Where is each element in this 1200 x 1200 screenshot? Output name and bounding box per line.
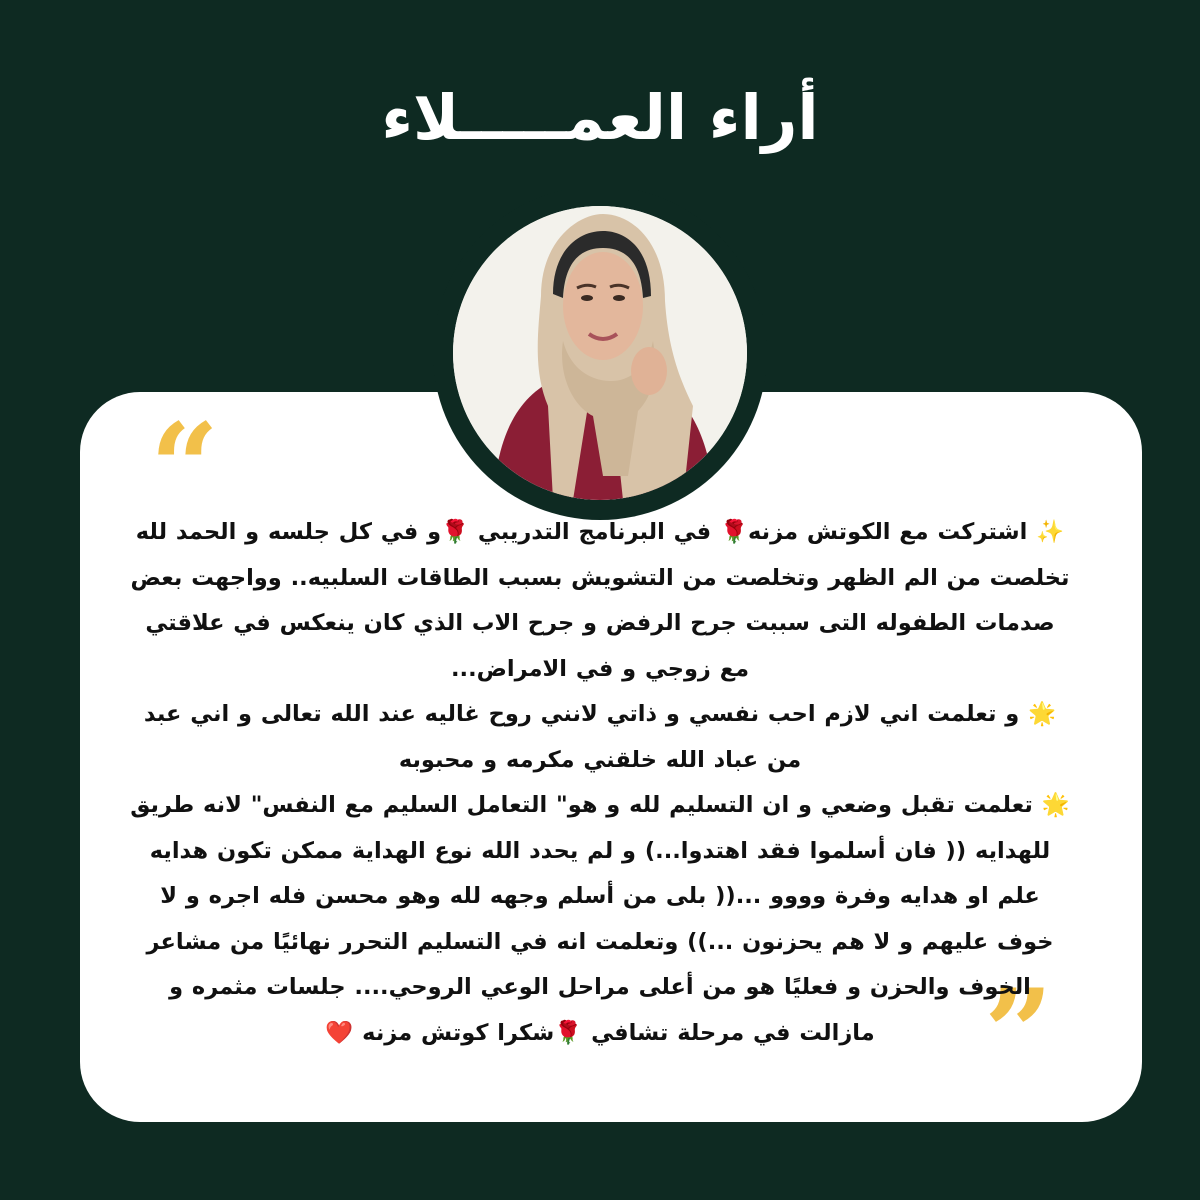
quote-close-icon: ” [984, 963, 1054, 1104]
avatar-photo [453, 206, 747, 500]
review-paragraph: 🌟 و تعلمت اني لازم احب نفسي و ذاتي لانني روح غاليه عند الله تعالى و اني عبد من عباد الله خلقني مكرمه و محبوبه [143, 701, 1057, 773]
review-paragraph: ✨ اشتركت مع الكوتش مزنه🌹 في البرنامج التدريبي 🌹و في كل جلسه و الحمد لله تخلصت من الم الظهر وتخلصت من التشويش بسبب الطاقات السلبيه.. وواجهت بعض صدمات الطفوله التى سببت جرح الرفض و جرح الاب الذي كان ينعكس في علاقتي مع زوجي و في الامراض... [130, 519, 1070, 682]
page-title: أراء العمـــــلاء [381, 81, 819, 154]
quote-open-icon: “ [150, 397, 220, 538]
review-text [130, 510, 1070, 1056]
avatar [453, 206, 747, 500]
review-paragraph: 🌟 تعلمت تقبل وضعي و ان التسليم لله و هو" التعامل السليم مع النفس" لانه طريق للهدايه (( فان أسلموا فقد اهتدوا...) و لم يحدد الله نوع الهداية ممكن تكون هدايه علم او هدايه وفرة وووو ...(( بلى من أسلم وجهه لله وهو محسن فله اجره و لا خوف عليهم و لا هم يحزنون ...)) وتعلمت انه في التسليم التحرر نهائيًا من مشاعر الخوف والحزن و فعليًا هو من أعلى مراحل الوعي الروحي.... جلسات مثمره و مازالت في مرحلة تشافي 🌹شكرا كوتش مزنه ❤️ [130, 792, 1070, 1046]
